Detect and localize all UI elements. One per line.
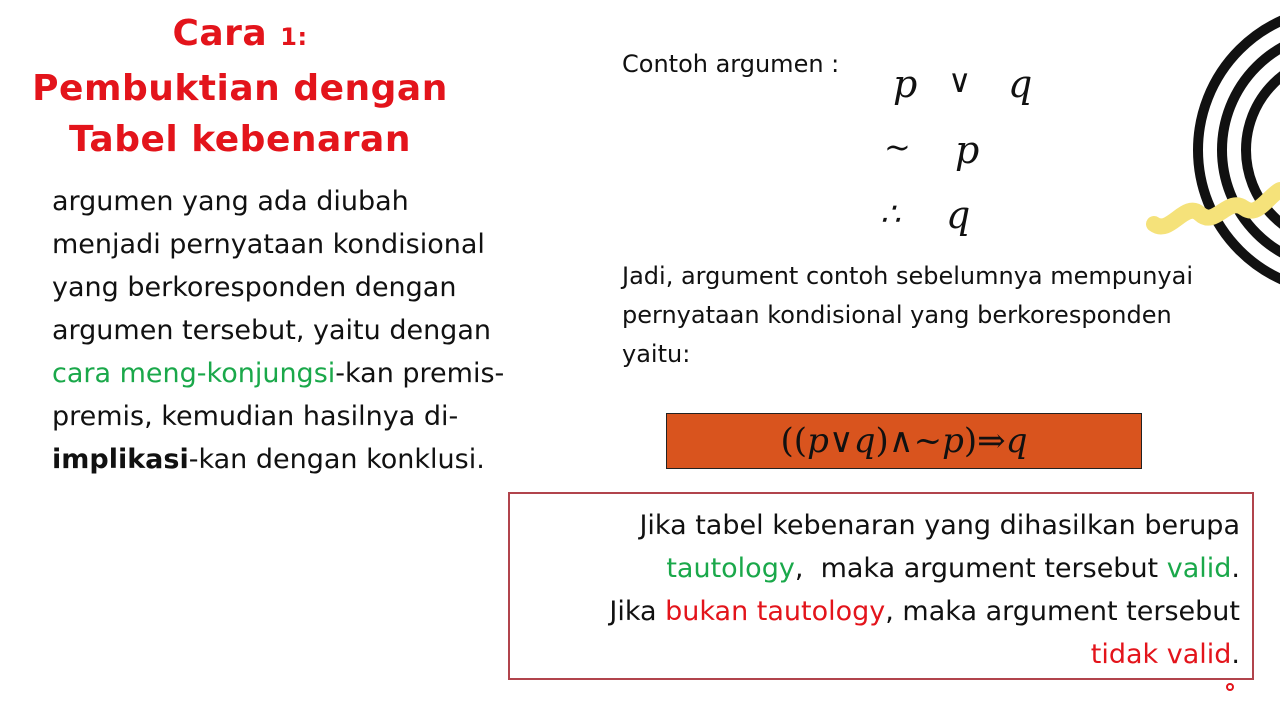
conclusion-line-4-end: . xyxy=(1231,639,1240,670)
title-line-2: Pembuktian dengan xyxy=(32,68,448,109)
title-number: 1: xyxy=(280,23,308,51)
explanation-paragraph xyxy=(52,180,512,481)
conclusion-line-2 xyxy=(522,547,1240,590)
formula-close-imp: )⇒ xyxy=(963,421,1006,461)
premise-2-p: p xyxy=(955,128,980,172)
formula-q1: q xyxy=(853,421,876,461)
valid-word: valid xyxy=(1166,553,1232,584)
example-label: Contoh argumen : xyxy=(622,50,840,78)
slide-title xyxy=(20,8,460,165)
premise-1-or: ∨ xyxy=(948,62,972,100)
explanation-part-2: -kan premis-premis, kemudian hasilnya di- xyxy=(52,358,505,432)
conditional-formula-box xyxy=(666,413,1142,469)
conclusion-line-1: Jika tabel kebenaran yang dihasilkan berupa xyxy=(639,510,1240,541)
title-line-1 xyxy=(20,8,460,63)
validity-conclusion-box xyxy=(508,492,1254,680)
formula-q2: q xyxy=(1005,421,1028,461)
conclusion-line-3 xyxy=(522,590,1240,633)
formula-p2: p xyxy=(942,421,964,461)
conclusion-line-2-mid: , maka argument tersebut xyxy=(794,553,1167,584)
tautology-word: tautology xyxy=(666,553,795,584)
concentric-rings-decoration xyxy=(1140,0,1280,300)
explanation-green-phrase: cara meng-konjungsi xyxy=(52,358,336,389)
conclusion-therefore: ∴ xyxy=(880,195,901,233)
formula-close-and: )∧ xyxy=(875,421,914,461)
title-cara: Cara xyxy=(172,13,268,54)
conclusion-line-3-end: , maka argument tersebut xyxy=(885,596,1240,627)
formula-p1: p xyxy=(807,421,829,461)
bukan-tautology-phrase: bukan tautology xyxy=(665,596,886,627)
cursor-dot-icon xyxy=(1226,683,1234,691)
conclusion-q: q xyxy=(946,193,971,237)
premise-2-neg: ~ xyxy=(884,128,911,166)
formula-or: ∨ xyxy=(828,421,854,461)
title-line-3: Tabel kebenaran xyxy=(69,119,411,160)
tidak-valid-phrase: tidak valid xyxy=(1090,639,1232,670)
explanation-part-3: -kan dengan konklusi. xyxy=(188,444,485,475)
formula-open: (( xyxy=(780,421,808,461)
jadi-paragraph: Jadi, argument contoh sebelumnya mempunyai pernyataan kondisional yang berkoresponden yaitu: xyxy=(622,262,1193,368)
conclusion-line-2-end: . xyxy=(1231,553,1240,584)
explanation-part-1: argumen yang ada diubah menjadi pernyataan kondisional yang berkoresponden dengan argumen tersebut, yaitu dengan xyxy=(52,186,491,346)
conclusion-line-3-start: Jika xyxy=(609,596,666,627)
premise-1-q: q xyxy=(1008,62,1033,106)
formula-neg: ~ xyxy=(913,421,943,461)
explanation-bold-word: implikasi xyxy=(52,444,189,475)
conclusion-line-4 xyxy=(522,633,1240,676)
premise-1-p: p xyxy=(893,62,918,106)
